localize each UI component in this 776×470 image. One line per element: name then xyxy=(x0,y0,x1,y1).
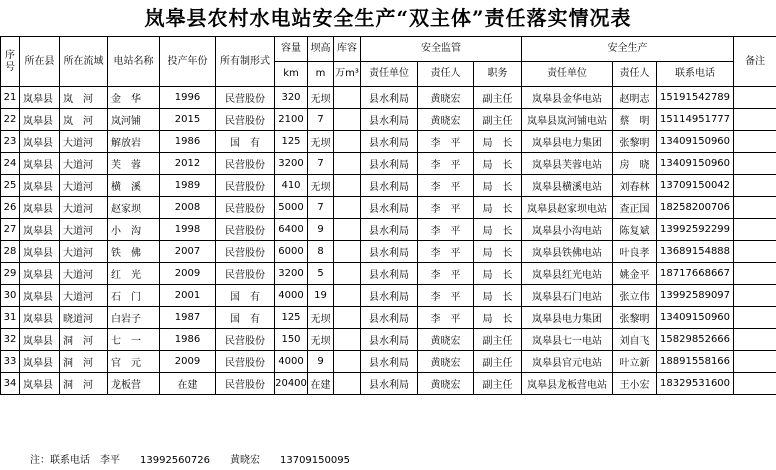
cell-river: 大道河 xyxy=(60,241,108,263)
cell-sup-person: 黄晓宏 xyxy=(418,87,474,109)
cell-capacity: 3200 xyxy=(275,263,308,285)
table-row xyxy=(1,351,776,373)
cell-river: 岚 河 xyxy=(60,87,108,109)
cell-river: 大道河 xyxy=(60,153,108,175)
cell-county: 岚皋县 xyxy=(20,197,60,219)
cell-sup-person: 李 平 xyxy=(418,307,474,329)
cell-sup-person: 黄晓宏 xyxy=(418,373,474,395)
table-body xyxy=(1,87,776,395)
cell-station: 白岩子 xyxy=(108,307,160,329)
cell-capacity: 410 xyxy=(275,175,308,197)
cell-no: 23 xyxy=(1,131,20,153)
cell-station: 赵家坝 xyxy=(108,197,160,219)
cell-year: 2007 xyxy=(160,241,216,263)
table-row xyxy=(1,241,776,263)
cell-capacity: 150 xyxy=(275,329,308,351)
cell-sup-person: 李 平 xyxy=(418,285,474,307)
table-row xyxy=(1,263,776,285)
cell-ownership: 民营股份 xyxy=(216,197,275,219)
cell-station: 红 光 xyxy=(108,263,160,285)
cell-sup-unit: 县水利局 xyxy=(361,153,418,175)
cell-station: 铁 佛 xyxy=(108,241,160,263)
cell-year: 2008 xyxy=(160,197,216,219)
table-row xyxy=(1,307,776,329)
cell-remark xyxy=(734,285,776,307)
cell-capacity: 125 xyxy=(275,307,308,329)
cell-prod-unit: 岚皋县岚河铺电站 xyxy=(522,109,613,131)
cell-prod-person: 刘春林 xyxy=(613,175,657,197)
cell-prod-unit: 岚皋县金华电站 xyxy=(522,87,613,109)
page-title: 岚皋县农村水电站安全生产“双主体”责任落实情况表 xyxy=(144,6,632,30)
cell-remark xyxy=(734,219,776,241)
cell-sup-unit: 县水利局 xyxy=(361,131,418,153)
cell-year: 1989 xyxy=(160,175,216,197)
cell-no: 32 xyxy=(1,329,20,351)
unit-capacity: km xyxy=(275,62,308,87)
cell-capacity: 6000 xyxy=(275,241,308,263)
cell-capacity: 2100 xyxy=(275,109,308,131)
cell-ownership: 民营股份 xyxy=(216,175,275,197)
cell-dam-height: 8 xyxy=(308,241,334,263)
cell-county: 岚皋县 xyxy=(20,373,60,395)
cell-river: 大道河 xyxy=(60,285,108,307)
cell-dam-height: 19 xyxy=(308,285,334,307)
cell-river: 大道河 xyxy=(60,219,108,241)
cell-sup-unit: 县水利局 xyxy=(361,175,418,197)
cell-remark xyxy=(734,153,776,175)
cell-sup-duty: 局 长 xyxy=(474,153,522,175)
cell-sup-unit: 县水利局 xyxy=(361,109,418,131)
cell-ownership: 民营股份 xyxy=(216,153,275,175)
cell-sup-duty: 局 长 xyxy=(474,263,522,285)
cell-sup-duty: 局 长 xyxy=(474,131,522,153)
header-no: 序号 xyxy=(1,37,20,87)
cell-sup-duty: 副主任 xyxy=(474,329,522,351)
cell-ownership: 国 有 xyxy=(216,131,275,153)
cell-prod-phone: 18717668667 xyxy=(657,263,734,285)
cell-station: 芙 蓉 xyxy=(108,153,160,175)
table-row xyxy=(1,87,776,109)
cell-prod-phone: 13709150042 xyxy=(657,175,734,197)
cell-prod-person: 刘自飞 xyxy=(613,329,657,351)
cell-ownership: 民营股份 xyxy=(216,219,275,241)
header-production: 安全生产 xyxy=(522,37,734,62)
cell-prod-person: 赵明志 xyxy=(613,87,657,109)
cell-sup-person: 李 平 xyxy=(418,241,474,263)
cell-reservoir xyxy=(334,131,361,153)
cell-capacity: 3200 xyxy=(275,153,308,175)
cell-year: 1987 xyxy=(160,307,216,329)
header-dam-height: 坝高 xyxy=(308,37,334,62)
cell-ownership: 民营股份 xyxy=(216,329,275,351)
cell-prod-unit: 岚皋县铁佛电站 xyxy=(522,241,613,263)
cell-sup-duty: 局 长 xyxy=(474,175,522,197)
cell-river: 大道河 xyxy=(60,263,108,285)
cell-prod-unit: 岚皋县电力集团 xyxy=(522,307,613,329)
cell-remark xyxy=(734,131,776,153)
cell-year: 1986 xyxy=(160,131,216,153)
cell-station: 七 一 xyxy=(108,329,160,351)
cell-sup-unit: 县水利局 xyxy=(361,241,418,263)
cell-remark xyxy=(734,351,776,373)
cell-reservoir xyxy=(334,307,361,329)
cell-ownership: 民营股份 xyxy=(216,109,275,131)
header-prod-phone: 联系电话 xyxy=(657,62,734,87)
cell-year: 2009 xyxy=(160,351,216,373)
cell-prod-phone: 15191542789 xyxy=(657,87,734,109)
cell-remark xyxy=(734,307,776,329)
cell-no: 30 xyxy=(1,285,20,307)
cell-prod-phone: 13689154888 xyxy=(657,241,734,263)
table-row xyxy=(1,197,776,219)
cell-prod-phone: 13409150960 xyxy=(657,153,734,175)
cell-no: 21 xyxy=(1,87,20,109)
cell-county: 岚皋县 xyxy=(20,329,60,351)
cell-prod-phone: 13409150960 xyxy=(657,307,734,329)
cell-prod-unit: 岚皋县七一电站 xyxy=(522,329,613,351)
cell-prod-unit: 岚皋县横溪电站 xyxy=(522,175,613,197)
cell-prod-unit: 岚皋县芙蓉电站 xyxy=(522,153,613,175)
cell-reservoir xyxy=(334,219,361,241)
cell-river: 洞 河 xyxy=(60,373,108,395)
cell-reservoir xyxy=(334,373,361,395)
cell-prod-person: 叶良孝 xyxy=(613,241,657,263)
cell-prod-unit: 岚皋县红光电站 xyxy=(522,263,613,285)
cell-county: 岚皋县 xyxy=(20,175,60,197)
cell-year: 1998 xyxy=(160,219,216,241)
table-row xyxy=(1,175,776,197)
cell-capacity: 5000 xyxy=(275,197,308,219)
table-row xyxy=(1,153,776,175)
cell-prod-phone: 15829852666 xyxy=(657,329,734,351)
cell-station: 小 沟 xyxy=(108,219,160,241)
footer-note: 注：联系电话 李平 13992560726 黄晓宏 13709150095 xyxy=(30,455,350,466)
cell-river: 晓道河 xyxy=(60,307,108,329)
cell-sup-unit: 县水利局 xyxy=(361,87,418,109)
header-ownership: 所有制形式 xyxy=(216,37,275,87)
cell-prod-person: 姚金平 xyxy=(613,263,657,285)
cell-county: 岚皋县 xyxy=(20,109,60,131)
cell-prod-person: 张黎明 xyxy=(613,131,657,153)
cell-county: 岚皋县 xyxy=(20,87,60,109)
cell-prod-unit: 岚皋县赵家坝电站 xyxy=(522,197,613,219)
cell-sup-person: 李 平 xyxy=(418,219,474,241)
cell-dam-height: 无坝 xyxy=(308,175,334,197)
cell-river: 大道河 xyxy=(60,131,108,153)
cell-remark xyxy=(734,263,776,285)
cell-prod-person: 查正国 xyxy=(613,197,657,219)
cell-county: 岚皋县 xyxy=(20,241,60,263)
table-row xyxy=(1,131,776,153)
cell-prod-person: 张立伟 xyxy=(613,285,657,307)
cell-prod-phone: 18258200706 xyxy=(657,197,734,219)
cell-reservoir xyxy=(334,241,361,263)
header-station: 电站名称 xyxy=(108,37,160,87)
cell-prod-person: 蔡 明 xyxy=(613,109,657,131)
cell-prod-unit: 岚皋县电力集团 xyxy=(522,131,613,153)
header-year: 投产年份 xyxy=(160,37,216,87)
cell-county: 岚皋县 xyxy=(20,219,60,241)
cell-station: 横 溪 xyxy=(108,175,160,197)
cell-remark xyxy=(734,373,776,395)
cell-remark xyxy=(734,109,776,131)
header-supervision: 安全监管 xyxy=(361,37,522,62)
cell-ownership: 民营股份 xyxy=(216,241,275,263)
cell-remark xyxy=(734,87,776,109)
cell-river: 洞 河 xyxy=(60,329,108,351)
table-row xyxy=(1,285,776,307)
cell-sup-unit: 县水利局 xyxy=(361,329,418,351)
cell-sup-person: 黄晓宏 xyxy=(418,109,474,131)
cell-prod-phone: 13992589097 xyxy=(657,285,734,307)
cell-no: 25 xyxy=(1,175,20,197)
cell-sup-person: 李 平 xyxy=(418,197,474,219)
unit-dam-height: m xyxy=(308,62,334,87)
cell-no: 28 xyxy=(1,241,20,263)
cell-dam-height: 无坝 xyxy=(308,307,334,329)
cell-capacity: 4000 xyxy=(275,285,308,307)
cell-year: 2009 xyxy=(160,263,216,285)
cell-river: 洞 河 xyxy=(60,351,108,373)
cell-no: 26 xyxy=(1,197,20,219)
cell-reservoir xyxy=(334,329,361,351)
header-sup-unit: 责任单位 xyxy=(361,62,418,87)
cell-remark xyxy=(734,197,776,219)
cell-capacity: 4000 xyxy=(275,351,308,373)
cell-prod-person: 房 晓 xyxy=(613,153,657,175)
cell-no: 22 xyxy=(1,109,20,131)
cell-sup-person: 黄晓宏 xyxy=(418,351,474,373)
cell-prod-person: 王小宏 xyxy=(613,373,657,395)
cell-remark xyxy=(734,241,776,263)
cell-sup-person: 李 平 xyxy=(418,175,474,197)
cell-dam-height: 9 xyxy=(308,351,334,373)
header-prod-person: 责任人 xyxy=(613,62,657,87)
cell-river: 岚 河 xyxy=(60,109,108,131)
header-river: 所在流域 xyxy=(60,37,108,87)
cell-county: 岚皋县 xyxy=(20,351,60,373)
cell-year: 2015 xyxy=(160,109,216,131)
header-prod-unit: 责任单位 xyxy=(522,62,613,87)
cell-station: 官 元 xyxy=(108,351,160,373)
cell-no: 27 xyxy=(1,219,20,241)
cell-sup-person: 李 平 xyxy=(418,263,474,285)
cell-station: 岚河铺 xyxy=(108,109,160,131)
cell-sup-unit: 县水利局 xyxy=(361,307,418,329)
cell-reservoir xyxy=(334,153,361,175)
cell-year: 在建 xyxy=(160,373,216,395)
cell-sup-duty: 局 长 xyxy=(474,197,522,219)
cell-prod-unit: 岚皋县龙板营电站 xyxy=(522,373,613,395)
header-sup-duty: 职务 xyxy=(474,62,522,87)
cell-river: 大道河 xyxy=(60,175,108,197)
cell-remark xyxy=(734,175,776,197)
table-row xyxy=(1,109,776,131)
cell-sup-duty: 局 长 xyxy=(474,307,522,329)
cell-no: 34 xyxy=(1,373,20,395)
cell-ownership: 民营股份 xyxy=(216,373,275,395)
cell-prod-person: 张黎明 xyxy=(613,307,657,329)
cell-county: 岚皋县 xyxy=(20,153,60,175)
cell-sup-duty: 局 长 xyxy=(474,285,522,307)
cell-county: 岚皋县 xyxy=(20,307,60,329)
cell-remark xyxy=(734,329,776,351)
cell-sup-unit: 县水利局 xyxy=(361,197,418,219)
cell-prod-phone: 13992592299 xyxy=(657,219,734,241)
cell-prod-unit: 岚皋县石门电站 xyxy=(522,285,613,307)
cell-reservoir xyxy=(334,175,361,197)
cell-sup-person: 李 平 xyxy=(418,131,474,153)
cell-prod-person: 陈复斌 xyxy=(613,219,657,241)
cell-dam-height: 无坝 xyxy=(308,329,334,351)
cell-sup-unit: 县水利局 xyxy=(361,351,418,373)
cell-station: 解放岩 xyxy=(108,131,160,153)
cell-ownership: 民营股份 xyxy=(216,87,275,109)
cell-reservoir xyxy=(334,197,361,219)
cell-sup-duty: 副主任 xyxy=(474,109,522,131)
cell-river: 大道河 xyxy=(60,197,108,219)
cell-year: 2001 xyxy=(160,285,216,307)
header-county: 所在县 xyxy=(20,37,60,87)
cell-dam-height: 9 xyxy=(308,219,334,241)
header-sup-person: 责任人 xyxy=(418,62,474,87)
cell-dam-height: 5 xyxy=(308,263,334,285)
cell-sup-unit: 县水利局 xyxy=(361,373,418,395)
cell-county: 岚皋县 xyxy=(20,131,60,153)
cell-sup-unit: 县水利局 xyxy=(361,219,418,241)
table-row xyxy=(1,219,776,241)
cell-no: 31 xyxy=(1,307,20,329)
table-row xyxy=(1,373,776,395)
cell-sup-person: 黄晓宏 xyxy=(418,329,474,351)
cell-ownership: 民营股份 xyxy=(216,263,275,285)
cell-prod-unit: 岚皋县小沟电站 xyxy=(522,219,613,241)
cell-prod-phone: 18329531600 xyxy=(657,373,734,395)
cell-station: 金 华 xyxy=(108,87,160,109)
cell-sup-unit: 县水利局 xyxy=(361,263,418,285)
cell-prod-person: 叶立新 xyxy=(613,351,657,373)
cell-year: 1996 xyxy=(160,87,216,109)
responsibility-table xyxy=(0,36,776,395)
cell-sup-person: 李 平 xyxy=(418,153,474,175)
cell-dam-height: 在建 xyxy=(308,373,334,395)
unit-reservoir: 万m³ xyxy=(334,62,361,87)
cell-sup-duty: 副主任 xyxy=(474,373,522,395)
header-capacity: 容量 xyxy=(275,37,308,62)
cell-capacity: 320 xyxy=(275,87,308,109)
cell-year: 1986 xyxy=(160,329,216,351)
cell-no: 24 xyxy=(1,153,20,175)
cell-prod-phone: 15114951777 xyxy=(657,109,734,131)
header-remark: 备注 xyxy=(734,37,776,87)
cell-reservoir xyxy=(334,87,361,109)
cell-reservoir xyxy=(334,263,361,285)
cell-prod-phone: 13409150960 xyxy=(657,131,734,153)
cell-no: 33 xyxy=(1,351,20,373)
cell-sup-duty: 副主任 xyxy=(474,351,522,373)
cell-no: 29 xyxy=(1,263,20,285)
cell-reservoir xyxy=(334,285,361,307)
table-row xyxy=(1,329,776,351)
cell-sup-duty: 副主任 xyxy=(474,87,522,109)
cell-prod-unit: 岚皋县官元电站 xyxy=(522,351,613,373)
header-reservoir: 库容 xyxy=(334,37,361,62)
cell-ownership: 国 有 xyxy=(216,307,275,329)
cell-county: 岚皋县 xyxy=(20,285,60,307)
cell-dam-height: 无坝 xyxy=(308,131,334,153)
cell-reservoir xyxy=(334,109,361,131)
cell-dam-height: 无坝 xyxy=(308,87,334,109)
cell-dam-height: 7 xyxy=(308,153,334,175)
cell-ownership: 国 有 xyxy=(216,285,275,307)
cell-sup-duty: 局 长 xyxy=(474,241,522,263)
cell-capacity: 125 xyxy=(275,131,308,153)
cell-county: 岚皋县 xyxy=(20,263,60,285)
cell-reservoir xyxy=(334,351,361,373)
cell-dam-height: 7 xyxy=(308,197,334,219)
cell-sup-duty: 局 长 xyxy=(474,219,522,241)
cell-dam-height: 7 xyxy=(308,109,334,131)
cell-capacity: 6400 xyxy=(275,219,308,241)
cell-station: 龙板营 xyxy=(108,373,160,395)
cell-sup-unit: 县水利局 xyxy=(361,285,418,307)
cell-station: 石 门 xyxy=(108,285,160,307)
cell-capacity: 20400 xyxy=(275,373,308,395)
cell-ownership: 民营股份 xyxy=(216,351,275,373)
cell-prod-phone: 18891558166 xyxy=(657,351,734,373)
cell-year: 2012 xyxy=(160,153,216,175)
